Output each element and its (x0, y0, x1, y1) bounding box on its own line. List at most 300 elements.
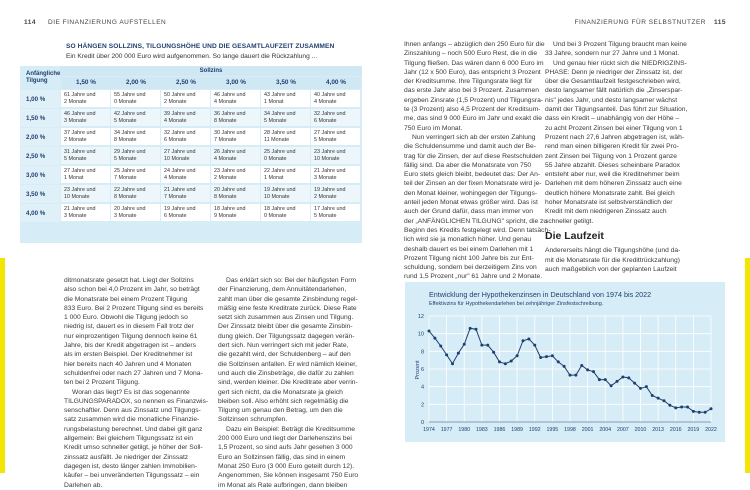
middle-column-text (218, 276, 368, 489)
table-cell (261, 166, 310, 183)
table-cell-line: 2 Monate (64, 136, 87, 143)
table-cell-line: 4 Monate (314, 98, 337, 105)
table-cell (311, 185, 360, 202)
text-line: sind, werden kleiner. Die Kreditrate aber verrin- (218, 379, 358, 387)
table-cell-line: 25 Jahre und (114, 168, 146, 174)
table-column-header: 1,50 % (61, 77, 111, 89)
table-cell (211, 147, 260, 164)
text-line: nur einprozentigen Tilgung dennoch keine 61 (64, 332, 198, 340)
table-cell (211, 166, 260, 183)
data-point (668, 404, 671, 407)
table-cell-line: 61 Jahre und (64, 92, 96, 98)
y-tick-label: 0 (420, 420, 424, 426)
text-line: Angenommen, Sie können insgesamt 750 Euro (218, 472, 359, 480)
right-page-number: 115 (714, 19, 726, 26)
table-cell-line: 43 Jahre und (264, 92, 296, 98)
text-line: Sollzinsen schrumpfen. (218, 416, 288, 424)
data-point (686, 405, 689, 408)
data-point (639, 387, 642, 390)
right-column-2-text (545, 40, 695, 273)
table-row-header: 1,50 % (20, 109, 60, 127)
text-line: den Monat kleiner, wohingegen der Tilgungs- (404, 189, 538, 197)
text-line: TILGUNGSPARADOX, so nennen es Finanzwis- (64, 397, 209, 405)
table-cell-line: 8 Monate (214, 117, 237, 124)
text-line: der Finanzierung, dem Annuitätendarlehen, (218, 286, 347, 294)
table-cell (211, 128, 260, 145)
table-cell (311, 147, 360, 164)
data-point (463, 343, 466, 346)
table-cell-line: 0 Monate (264, 155, 287, 162)
text-line: deshalb dauert es bei einem Darlehen mit 1 (404, 245, 534, 253)
data-point (551, 354, 554, 357)
text-line: Jahr (12 x 500 Euro), das entspricht 3 Prozent (404, 68, 541, 76)
x-tick-label: 1998 (564, 427, 576, 433)
x-tick-label: 2007 (616, 427, 629, 433)
data-point (480, 344, 483, 347)
text-line: bleiben soll. Also erhöht sich regelmäßig die (218, 397, 349, 405)
table-cell-line: 18 Jahre und (264, 206, 296, 212)
table-cell-line: 17 Jahre und (314, 206, 346, 212)
data-point (698, 411, 701, 414)
table-cell-line: 30 Jahre und (214, 130, 246, 136)
table-cell-line: 3 Monate (64, 212, 87, 219)
text-line: 750 Euro im Monat. (404, 124, 463, 132)
table-cell-line: 50 Jahre und (164, 92, 196, 98)
table-cell-line: 5 Monate (64, 155, 87, 162)
table-cell-line: 39 Jahre und (164, 111, 196, 117)
text-line: nis" jedes Jahr, und desto langsamer wächst (545, 96, 678, 104)
table-cell-line: 21 Jahre und (64, 206, 96, 212)
text-line: te (3 Prozent) also 4,5 Prozent der Kreditsum- (404, 106, 541, 114)
data-point (510, 360, 513, 363)
x-tick-label: 2010 (634, 427, 647, 433)
table-cell-line: 6 Monate (164, 212, 187, 219)
text-line: als im ersten Beispiel. Der Kreditnehmer ist (64, 351, 193, 359)
text-line: 1 000 Euro. Obwohl die Tilgung jedoch so (64, 314, 188, 322)
text-line: me, das sind 9 000 Euro im Jahr und exakt die (404, 115, 542, 123)
table-cell (211, 109, 260, 126)
text-line: auch der Grund dafür, dass man immer von (404, 208, 533, 216)
table-cell-line: 2 Monate (64, 98, 87, 105)
text-line: Tilgung um genau den Betrag, um den die (218, 407, 343, 415)
text-line: Dazu ein Beispiel: Beträgt die Kreditsumme (226, 425, 355, 433)
text-line: mit die Monatsrate für die Kredittrückzahlung) (545, 256, 680, 264)
text-line: also schon bei 4,0 Prozent im Jahr, so beträgt (64, 286, 200, 294)
table-cell-line: 37 Jahre und (64, 130, 96, 136)
text-line: dass ein Kredit – unabhängig von der Höhe – (545, 115, 680, 123)
table-cell (311, 166, 360, 183)
text-line: dung gleich. Der Tilgungssatz dagegen verän- (218, 332, 355, 340)
text-line: Das erklärt sich so: Bei der häufigsten Form (226, 277, 357, 284)
table-cell-line: 19 Jahre und (164, 206, 196, 212)
table-cell-line: 46 Jahre und (214, 92, 246, 98)
table-cell (261, 147, 310, 164)
text-line: Andererseits hängt die Tilgungshöhe (und da- (545, 247, 681, 255)
table-column-header: 2,50 % (161, 77, 211, 89)
table-cell (111, 128, 160, 145)
y-tick-label: 6 (420, 367, 424, 373)
text-line: Euro stets gleich bleibt, bedeutet das: Der An- (404, 171, 541, 179)
text-line: entsteht aber nur, weil die Kreditnehmer beim (545, 171, 680, 179)
table-cell (161, 204, 210, 221)
table-cell-line: 4 Monate (164, 174, 187, 181)
data-point (545, 355, 548, 358)
text-line: allgemein: Bei gleichem Tilgungssatz ist ein (64, 435, 193, 443)
text-line: Darlehen mit dem höheren Zinssatz auch eine (545, 180, 682, 188)
corner-line-1: Anfängliche (26, 71, 61, 77)
x-tick-label: 2019 (687, 427, 700, 433)
table-cell (311, 204, 360, 221)
rate-table (20, 66, 362, 243)
table-cell-line: 4 Monate (214, 98, 237, 105)
table-cell-line: 6 Monate (164, 136, 187, 143)
data-point (492, 351, 495, 354)
data-point (704, 411, 707, 414)
data-point (692, 410, 695, 413)
text-line: im Monat als Rate aufbringen, dann bleiben (218, 481, 348, 489)
table-corner-label (20, 66, 60, 89)
text-line: Zinszahlung – noch 500 Euro Rest, die in die (404, 50, 538, 58)
text-line: Und bei 3 Prozent Tilgung braucht man keine (553, 41, 687, 48)
table-cell (61, 90, 110, 107)
x-tick-label: 2016 (669, 427, 682, 433)
text-line: ten bei 2 Prozent Tilgung. (64, 379, 140, 387)
table-cell (161, 128, 210, 145)
x-tick-label: 1989 (511, 427, 524, 433)
data-point (439, 345, 442, 348)
text-line: die Schuldensumme und damit auch der Be- (404, 143, 536, 151)
x-tick-label: 1992 (528, 427, 541, 433)
table-cell-line: 27 Jahre und (64, 168, 96, 174)
text-line: niedrig ist, dauert es in diesem Fall trotz der (64, 323, 194, 331)
y-tick-label: 8 (420, 349, 424, 356)
table-row-header: 1,00 % (20, 90, 60, 108)
right-column-1-text (404, 40, 551, 281)
table-row-header: 3,00 % (20, 166, 60, 184)
table-cell-line: 7 Monate (164, 193, 187, 200)
data-point (674, 406, 677, 409)
data-point (592, 370, 595, 373)
table-cell-line: 32 Jahre und (314, 111, 346, 117)
data-point (433, 337, 436, 340)
text-line: schuldenfrei oder nach 27 Jahren und 7 Mona- (64, 369, 203, 377)
data-point (574, 374, 577, 377)
table-cell-line: 11 Monate (264, 136, 290, 143)
text-line: hier bereits nach 40 Jahren und 4 Monaten (64, 360, 192, 368)
x-tick-label: 1980 (458, 427, 471, 433)
section-heading: Die Laufzeit (545, 229, 604, 242)
table-cell-line: 10 Monate (314, 155, 340, 162)
text-line: zinssatz ausfällt. Je niedriger der Zinssatz (64, 453, 189, 461)
table-cell (211, 90, 260, 107)
x-tick-label: 2004 (599, 427, 612, 433)
text-line: Kredit mit dem niedrigeren Zinssatz auch (545, 208, 667, 216)
table-cell (111, 204, 160, 221)
text-line: Nun verringert sich ab der ersten Zahlung (412, 133, 536, 141)
right-edge-marker (745, 258, 750, 473)
table-cell-line: 46 Jahre und (64, 111, 96, 117)
table-cell-line: 5 Monate (264, 117, 287, 124)
text-line: die Monatsrate bei einem Prozent Tilgung (64, 295, 188, 303)
text-line: dagegen ist, desto länger zahlen Immobilien- (64, 462, 198, 470)
table-cell-line: 3 Monate (314, 174, 337, 181)
right-running-header: FINANZIERUNG FÜR SELBSTNUTZER (574, 19, 706, 26)
text-line: 55 Jahre abzahlt. Dieses scheinbare Paradox (545, 161, 680, 169)
text-line: teil der Zinsen an der fixen Monatsrate wird je- (404, 180, 542, 188)
text-line: Darlehen ab. (64, 481, 103, 489)
data-point (563, 365, 566, 368)
table-cell (261, 185, 310, 202)
data-point (486, 344, 489, 347)
data-point (428, 330, 431, 333)
table-cell (61, 147, 110, 164)
text-line: dert sich. Nun verringert sich mit jeder Rate, (218, 342, 349, 350)
text-line: 200 000 Euro und liegt der Darlehenszins bei (218, 435, 352, 443)
table-cell (61, 204, 110, 221)
x-tick-label: 2022 (705, 427, 717, 433)
table-row-header: 2,00 % (20, 128, 60, 146)
table-cell-line: 0 Monate (114, 98, 137, 105)
table-cell (261, 109, 310, 126)
sollzins-band: Sollzins (60, 66, 362, 76)
table-cell-line: 18 Jahre und (214, 206, 246, 212)
text-line: käufer – bei unveränderten Tilgungssatz – ein (64, 472, 200, 480)
text-line: 833 Euro. Bei 2 Prozent Tilgung sind es bereits (64, 304, 204, 312)
text-line: Euro an Sollzinsen fällig, das sind in einem (218, 453, 346, 461)
text-line: und auch die Zinsbeträge, die dafür zu zahlen (218, 369, 354, 377)
text-line: rungsbelastung berechnet. Und dabei gilt ganz (64, 425, 203, 433)
data-point (533, 344, 536, 347)
y-axis-label: Prozent (415, 360, 421, 380)
text-line: die Sollzinsen anfallen. Er wird nämlich kleiner, (218, 360, 358, 368)
data-point (527, 337, 530, 340)
table-cell-line: 55 Jahre und (114, 92, 146, 98)
table-cell-line: 2 Monate (164, 98, 187, 105)
table-cell-line: 23 Jahre und (314, 149, 346, 155)
left-page-number: 114 (24, 19, 36, 26)
text-line: der Kreditsumme. Ihre Tilgungsrate liegt für (404, 78, 533, 86)
text-line: mäßig eine feste Kreditrate zurück. Diese Rate (218, 304, 357, 312)
table-cell-line: 9 Monate (214, 212, 237, 219)
table-title: SO HÄNGEN SOLLZINS, TILGUNGSHÖHE UND DIE GESAMTLAUFZEIT ZUSAMMEN (66, 43, 335, 50)
data-point (657, 397, 660, 400)
table-cell-line: 20 Jahre und (214, 187, 246, 193)
text-line: anteil jeden Monat etwas größer wird. Das ist (404, 199, 538, 207)
table-cell-line: 10 Monate (64, 193, 90, 200)
table-cell-line: 21 Jahre und (164, 187, 196, 193)
text-line: der „ANFÄNGLICHEN TILGUNG" spricht, die zu (404, 217, 548, 225)
data-point (663, 399, 666, 402)
table-cell-line: 23 Jahre und (214, 168, 246, 174)
table-cell-line: 7 Monate (114, 174, 137, 181)
text-line: damit der Tilgungsanteil. Das führt zur Situation, (545, 106, 688, 114)
text-line: trag für die Zinsen, der auf diese Restschulden (404, 152, 543, 160)
chart-plot (405, 282, 725, 442)
left-column-text (64, 276, 210, 489)
table-cell-line: 8 Monate (214, 193, 237, 200)
table-cell-line: 26 Jahre und (214, 149, 246, 155)
data-point (710, 407, 713, 410)
table-cell (161, 90, 210, 107)
text-line: zent Zinsen bei Tilgung von 1 Prozent ganze (545, 152, 677, 160)
y-tick-label: 12 (417, 314, 424, 320)
y-tick-label: 2 (420, 402, 424, 409)
y-tick-label: 10 (417, 331, 424, 338)
table-row-header: 4,00 % (20, 204, 60, 222)
x-tick-label: 1995 (546, 427, 559, 433)
table-cell (111, 185, 160, 202)
data-point (569, 374, 572, 377)
table-cell-line: 28 Jahre und (264, 130, 296, 136)
table-cell-line: 3 Monate (64, 117, 87, 124)
table-cell-line: 1 Monat (264, 98, 284, 105)
table-cell-line: 5 Monate (314, 136, 337, 143)
text-line: satz zusammen wird die monatliche Finanzie- (64, 416, 200, 424)
table-cell-line: 29 Jahre und (114, 149, 146, 155)
data-point (604, 378, 607, 381)
table-cell-line: 19 Jahre und (264, 187, 296, 193)
text-line: deutlich höhere Monatsrate zahlt. Bei gleich (545, 189, 675, 197)
table-cell-line: 34 Jahre und (264, 111, 296, 117)
table-cell-line: 34 Jahre und (114, 130, 146, 136)
x-tick-label: 1974 (423, 427, 435, 433)
table-cell-line: 2 Monate (214, 174, 237, 181)
table-cell-line: 19 Jahre und (314, 187, 346, 193)
table-cell-line: 22 Jahre und (264, 168, 296, 174)
table-cell-line: 4 Monate (164, 117, 187, 124)
text-line: schneller getilgt. (545, 217, 594, 225)
table-cell-line: 8 Monate (114, 136, 137, 143)
table-cell (161, 109, 210, 126)
data-point (580, 364, 583, 367)
table-subtitle: Ein Kredit über 200 000 Euro wird aufgenommen. So lange dauert die Rückzahlung ... (66, 53, 318, 60)
table-column-header: 4,00 % (311, 77, 361, 89)
text-line: Prozent Tilgung nicht 100 Jahre bis zur Ent- (404, 254, 534, 262)
table-row-header: 3,50 % (20, 185, 60, 203)
text-line: Kredit umso schneller getilgt, je höher der Soll- (64, 444, 203, 452)
text-line: zahlt man über die gesamte Zinsbindung regel- (218, 295, 358, 303)
table-cell-line: 5 Monate (114, 155, 137, 162)
data-point (498, 360, 501, 363)
x-tick-label: 1977 (440, 427, 453, 433)
table-cell-line: 1 Monat (264, 174, 284, 181)
text-line: Woran das liegt? Es ist das sogenannte (72, 388, 190, 396)
text-line: Ihnen anfangs – abzüglich den 250 Euro für die (404, 41, 545, 48)
text-line: Monat 250 Euro (3 000 Euro geteilt durch 12). (218, 462, 355, 470)
data-point (504, 362, 507, 365)
data-point (645, 385, 648, 388)
table-cell (61, 128, 110, 145)
chart-subtitle: Effektivzins für Hypothekendarlehen bei zehnjähriger Zinsfestschreibung. (429, 301, 604, 307)
table-cell-line: 0 Monate (264, 212, 287, 219)
data-point (680, 405, 683, 408)
table-cell (261, 204, 310, 221)
table-cell-line: 23 Jahre und (64, 187, 96, 193)
text-line: zu acht Prozent Zinsen bei einer Tilgung von 1 (545, 124, 683, 132)
table-cell (261, 128, 310, 145)
data-point (451, 362, 454, 365)
data-point (616, 380, 619, 383)
data-point (469, 327, 472, 330)
text-line: hoher Monatsrate ist selbstverständlich der (545, 199, 673, 207)
text-line: rend man einen billigeren Kredit für zwei Pro- (545, 143, 679, 151)
text-line: lich wird sie ja monatlich höher. Und genau (404, 236, 532, 244)
table-cell (311, 128, 360, 145)
y-tick-label: 4 (420, 384, 424, 391)
table-cell-line: 2 Monate (314, 193, 337, 200)
data-point (633, 382, 636, 385)
text-line: rund 1,5 Prozent „nur" 61 Jahre und 2 Monate. (404, 273, 543, 281)
data-point (621, 375, 624, 378)
text-line: ditmonatsrate gesetzt hat. Liegt der Sollzins (64, 277, 194, 284)
data-point (539, 356, 542, 359)
text-line: das erste Jahr also bei 3 Prozent. Zusammen (404, 87, 539, 95)
table-cell (311, 90, 360, 107)
text-line: desto langsamer fällt natürlich die „Zinserspar- (545, 87, 683, 95)
table-cell (111, 166, 160, 183)
x-tick-label: 2013 (652, 427, 665, 433)
table-column-header: 3,00 % (211, 77, 261, 89)
text-line: Jahre, bis der Kredit abgetragen ist – anders (64, 342, 196, 350)
text-line: auch maßgeblich von der geplanten Laufzeit (545, 265, 677, 273)
data-point (627, 376, 630, 379)
table-cell-line: 20 Jahre und (114, 206, 146, 212)
left-edge-marker (0, 258, 5, 473)
text-line: Tilgung fließen. Das wären dann 6 000 Euro im (404, 59, 544, 67)
text-line: fällig sind. Da aber die Monatsrate von 750 (404, 161, 532, 169)
text-line: Und genau hier rückt sich die NIEDRIGZINS- (553, 59, 687, 67)
text-line: setzt sich zusammen aus Zinsen und Tilgung. (218, 314, 354, 322)
text-line: 33 Jahre, sondern nur 27 Jahre und 1 Monat. (545, 50, 680, 58)
text-line: Der Zinssatz bleibt über die gesamte Zinsbin- (218, 323, 353, 331)
table-cell (161, 166, 210, 183)
text-line: Prozent nach 27,6 Jahren abgetragen ist, wäh- (545, 133, 685, 141)
text-line: 1,5 Prozent, so sind aufs Jahr gesehen 3 000 (218, 444, 353, 452)
table-cell-line: 7 Monate (214, 136, 237, 143)
table-cell-line: 42 Jahre und (114, 111, 146, 117)
table-column-header: 2,00 % (111, 77, 161, 89)
x-tick-label: 1986 (493, 427, 506, 433)
data-point (516, 354, 519, 357)
data-point (610, 384, 613, 387)
table-cell (211, 185, 260, 202)
text-line: die gezahlt wird, der Schuldenberg – auf den (218, 351, 351, 359)
table-cell-line: 5 Monate (114, 117, 137, 124)
text-line: senschaftler. Denn aus Zinssatz und Tilgungs- (64, 407, 201, 415)
table-cell-line: 27 Jahre und (164, 149, 196, 155)
table-row-header: 2,50 % (20, 147, 60, 165)
table-cell (61, 109, 110, 126)
data-point (651, 394, 654, 397)
text-line: schuldung, sondern bei derzeitigem Zins von (404, 264, 537, 272)
table-cell-line: 8 Monate (114, 193, 137, 200)
chart-title: Entwicklung der Hypothekenzinsen in Deutschland von 1974 bis 2022 (429, 290, 652, 299)
text-line: über die Gesamtlaufzeit festgeschrieben wird, (545, 78, 681, 86)
table-cell (111, 147, 160, 164)
table-cell-line: 40 Jahre und (314, 92, 346, 98)
table-cell-line: 1 Monat (64, 174, 84, 181)
interest-rate-chart (405, 282, 725, 442)
rate-table-box (20, 43, 362, 219)
table-cell (161, 147, 210, 164)
data-point (598, 378, 601, 381)
table-cell (61, 166, 110, 183)
text-line: PHASE: Denn je niedriger der Zinssatz ist, der (545, 68, 683, 76)
table-cell-line: 3 Monate (114, 212, 137, 219)
table-cell-line: 25 Jahre und (264, 149, 296, 155)
table-cell-line: 5 Monate (314, 212, 337, 219)
data-point (457, 352, 460, 355)
